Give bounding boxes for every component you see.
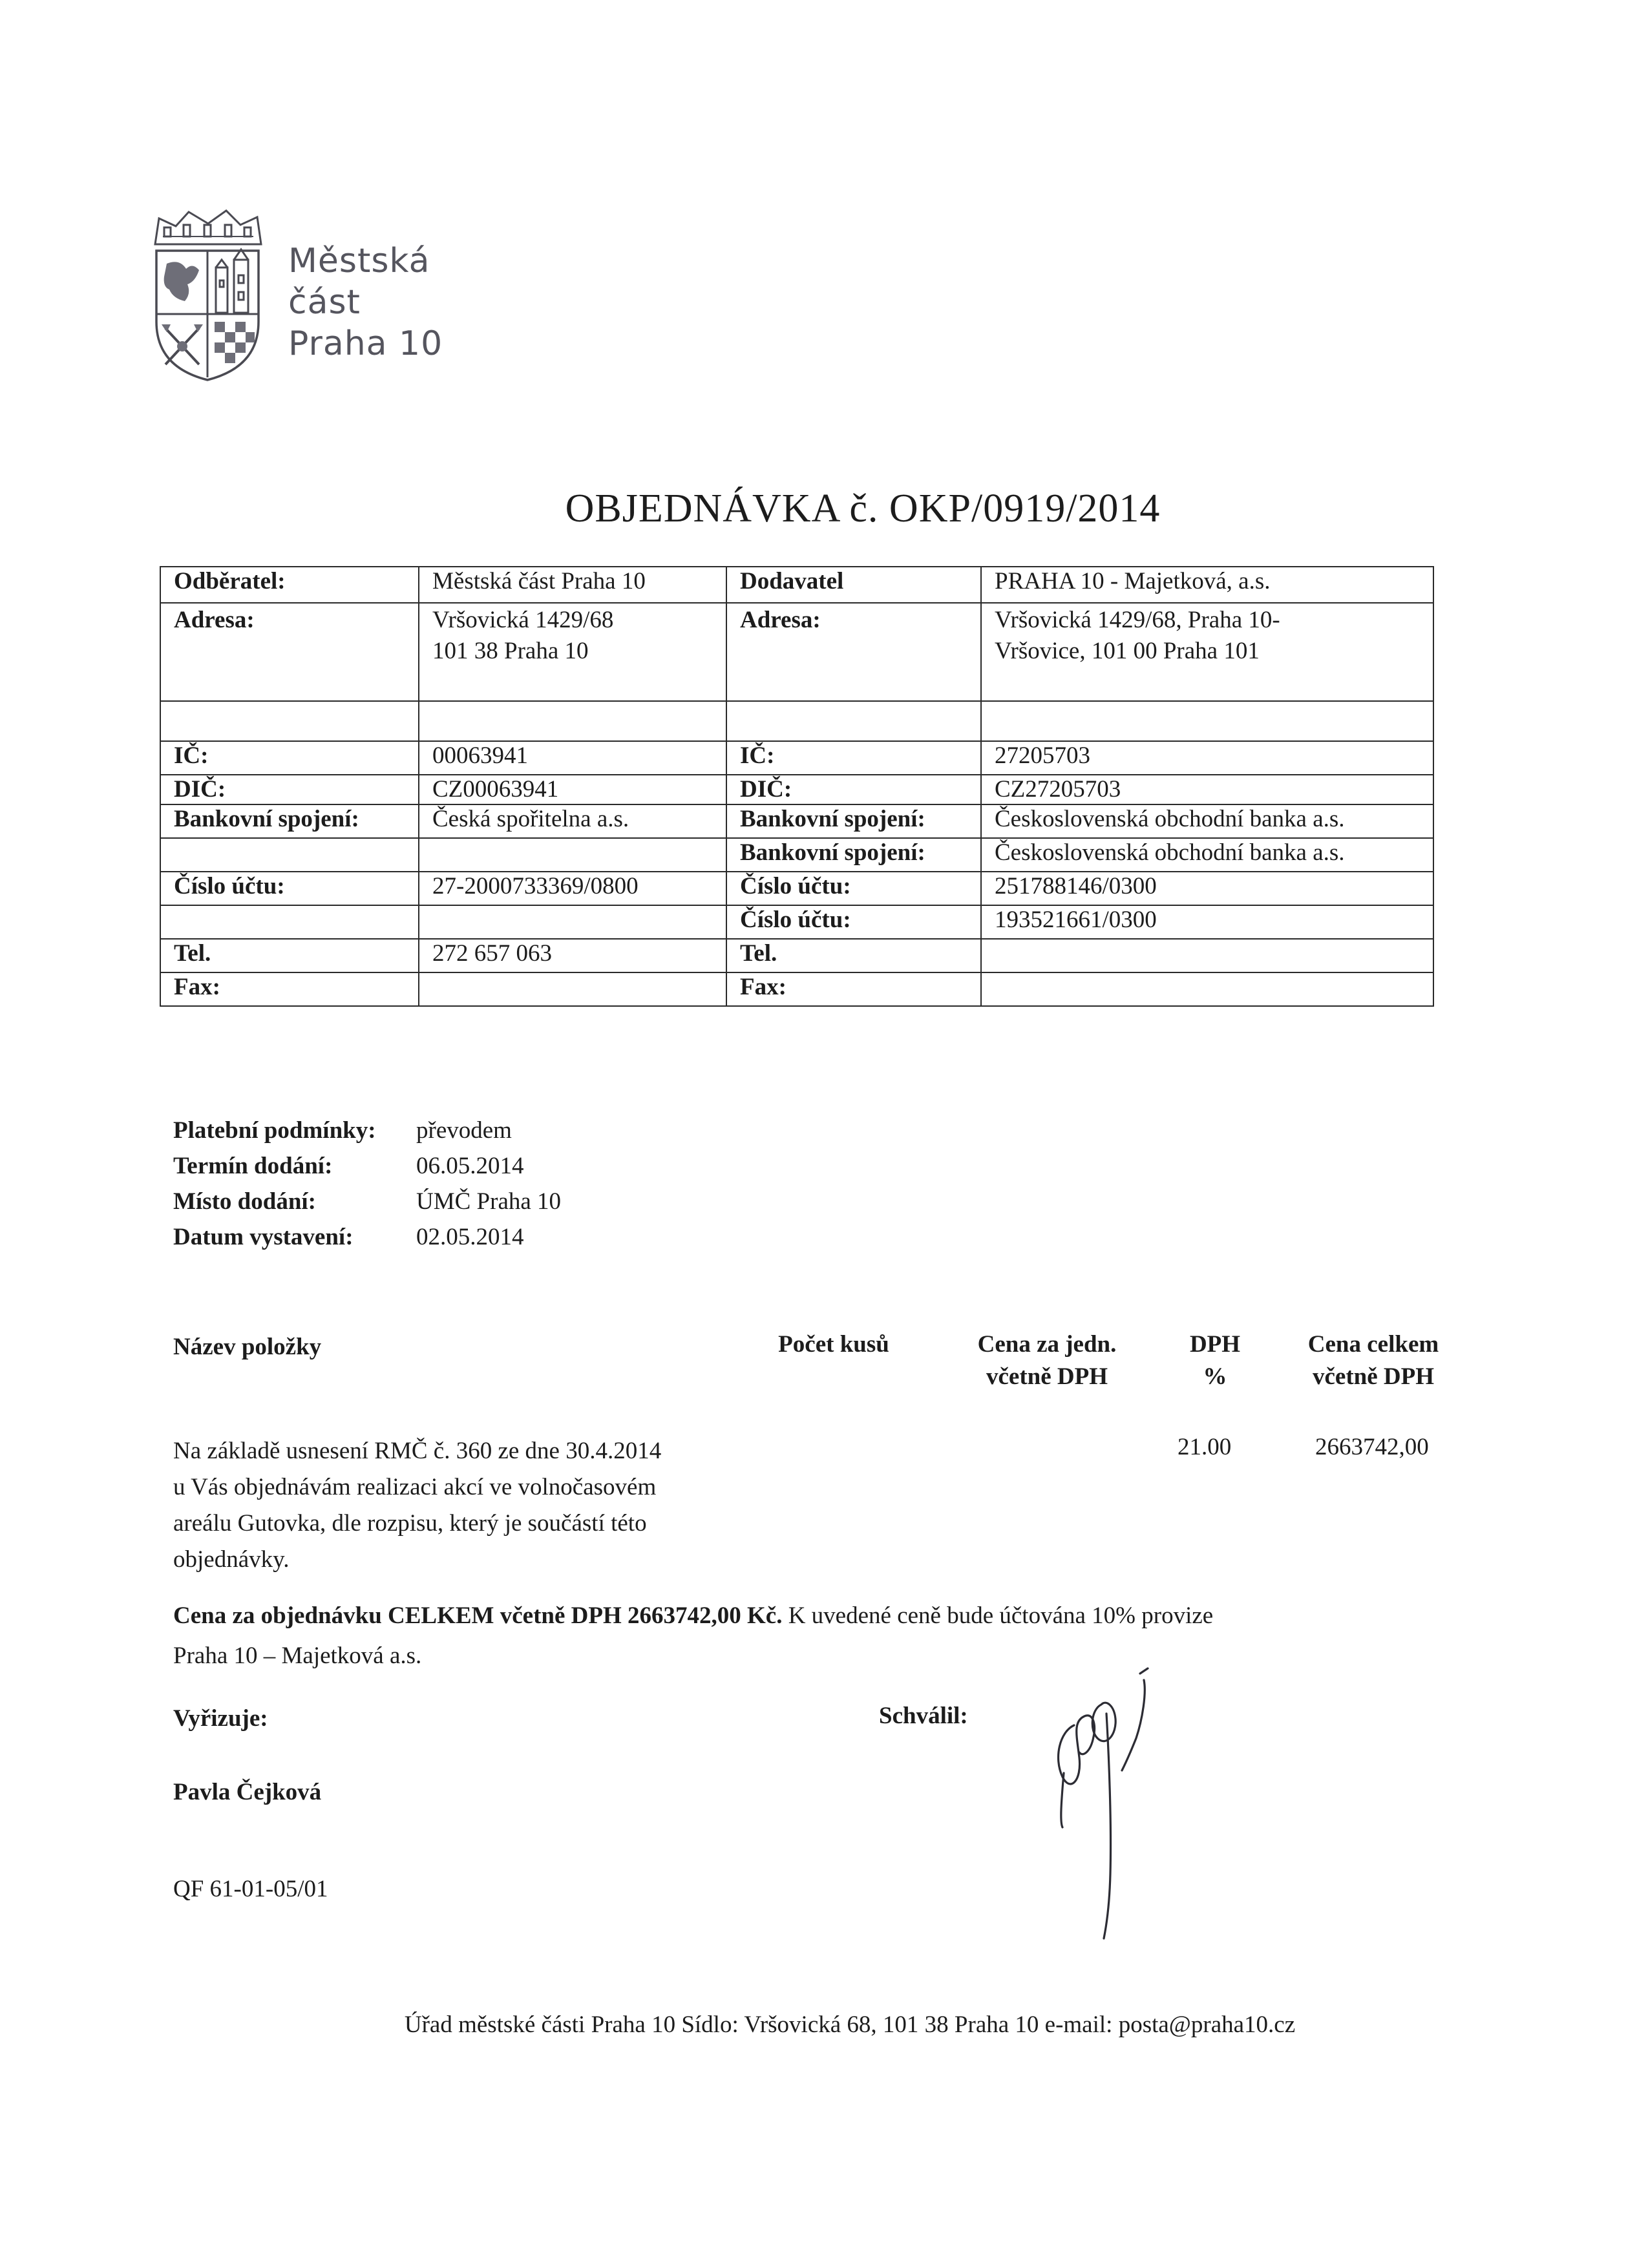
- adresa-dodavatel-line2: Vršovice, 101 00 Praha 101: [995, 638, 1260, 664]
- terms-row-issue-date: [173, 1219, 561, 1255]
- empty-cell: [160, 701, 419, 741]
- empty-cell: [981, 701, 1433, 741]
- order-total-line1: [173, 1596, 1213, 1636]
- ucet-dodavatel: 251788146/0300: [981, 872, 1433, 905]
- delivery-date-value: 06.05.2014: [416, 1153, 524, 1179]
- office-footer: Úřad městské části Praha 10 Sídlo: Vršovická 68, 101 38 Praha 10 e-mail: posta@praha10.cz: [404, 2011, 1296, 2038]
- quantity-header: Počet kusů: [778, 1331, 889, 1358]
- ic-label-odberatel: IČ:: [160, 741, 419, 775]
- vat-header-line1: DPH: [1189, 1331, 1241, 1358]
- order-total-bold: Cena za objednávku CELKEM včetně DPH 2663742,00 Kč.: [173, 1602, 783, 1629]
- empty-cell: [726, 701, 981, 741]
- item-description-line3: areálu Gutovka, dle rozpisu, který je součástí této: [173, 1510, 647, 1537]
- terms-row-delivery-place: [173, 1184, 561, 1219]
- ucet-label-odberatel: Číslo účtu:: [160, 872, 419, 905]
- dic-dodavatel: CZ27205703: [981, 775, 1433, 804]
- ic-label-dodavatel: IČ:: [726, 741, 981, 775]
- bank-label-dodavatel: Bankovní spojení:: [726, 804, 981, 838]
- form-code: QF 61-01-05/01: [173, 1876, 328, 1902]
- terms-row-payment: [173, 1113, 561, 1148]
- adresa-odberatel-line1: Vršovická 1429/68: [432, 607, 614, 633]
- fax-odberatel: [419, 972, 726, 1006]
- adresa-label-odberatel: Adresa:: [160, 603, 419, 701]
- table-row: [160, 701, 1433, 741]
- table-row: [160, 775, 1433, 804]
- delivery-place-label: Místo dodání:: [173, 1188, 317, 1215]
- unit-price-header-line1: Cena za jedn.: [977, 1331, 1117, 1358]
- fax-dodavatel: [981, 972, 1433, 1006]
- party-details-table: [160, 566, 1434, 1007]
- empty-cell: [419, 838, 726, 872]
- table-row: [160, 838, 1433, 872]
- adresa-dodavatel: [981, 603, 1433, 701]
- order-total-line2: Praha 10 – Majetková a.s.: [173, 1643, 422, 1669]
- empty-cell: [419, 701, 726, 741]
- item-vat-value: 21.00: [1178, 1434, 1232, 1460]
- municipal-crest-logo: [150, 205, 265, 385]
- logo-line-3: Praha 10: [288, 324, 443, 363]
- unit-price-header: [944, 1328, 1150, 1393]
- bank-label-odberatel: Bankovní spojení:: [160, 804, 419, 838]
- handwritten-signature: [1034, 1654, 1183, 1951]
- payment-terms-value: převodem: [416, 1117, 512, 1144]
- order-terms: [173, 1113, 561, 1255]
- order-total-note: K uvedené ceně bude účtována 10% provize: [782, 1602, 1214, 1629]
- payment-terms-label: Platební podmínky:: [173, 1117, 376, 1144]
- adresa-label-dodavatel: Adresa:: [726, 603, 981, 701]
- ucet-label-dodavatel-2: Číslo účtu:: [726, 905, 981, 939]
- adresa-odberatel-line2: 101 38 Praha 10: [432, 638, 589, 664]
- odberatel-label: Odběratel:: [160, 567, 419, 603]
- bank-dodavatel-2: Československá obchodní banka a.s.: [981, 838, 1433, 872]
- empty-cell: [419, 905, 726, 939]
- approved-by-label: Schválil:: [879, 1703, 968, 1729]
- dic-label-odberatel: DIČ:: [160, 775, 419, 804]
- total-price-header-line1: Cena celkem: [1307, 1331, 1439, 1358]
- fax-label-dodavatel: Fax:: [726, 972, 981, 1006]
- table-row: [160, 939, 1433, 972]
- tel-dodavatel: [981, 939, 1433, 972]
- adresa-dodavatel-line1: Vršovická 1429/68, Praha 10-: [995, 607, 1280, 633]
- adresa-odberatel: [419, 603, 726, 701]
- vat-header: [1150, 1328, 1280, 1393]
- total-price-header-line2: včetně DPH: [1312, 1363, 1435, 1390]
- tel-label-odberatel: Tel.: [160, 939, 419, 972]
- unit-price-header-line2: včetně DPH: [986, 1363, 1108, 1390]
- odberatel-value: Městská část Praha 10: [419, 567, 726, 603]
- table-row: [160, 905, 1433, 939]
- handled-by-name: Pavla Čejková: [173, 1779, 322, 1805]
- table-row: [160, 741, 1433, 775]
- logo-line-1: Městská: [288, 242, 430, 280]
- table-row: [160, 804, 1433, 838]
- table-row: [160, 567, 1433, 603]
- item-description: [173, 1433, 661, 1578]
- delivery-place-value: ÚMČ Praha 10: [416, 1188, 562, 1215]
- ucet-dodavatel-2: 193521661/0300: [981, 905, 1433, 939]
- vat-header-line2: %: [1203, 1363, 1227, 1390]
- terms-row-delivery-date: [173, 1148, 561, 1184]
- bank-dodavatel: Československá obchodní banka a.s.: [981, 804, 1433, 838]
- dodavatel-value: PRAHA 10 - Majetková, a.s.: [981, 567, 1433, 603]
- tel-odberatel: 272 657 063: [419, 939, 726, 972]
- ucet-odberatel: 27-2000733369/0800: [419, 872, 726, 905]
- dic-label-dodavatel: DIČ:: [726, 775, 981, 804]
- table-row: [160, 603, 1433, 701]
- table-row: [160, 872, 1433, 905]
- item-description-line1: Na základě usnesení RMČ č. 360 ze dne 30.4.2014: [173, 1438, 662, 1464]
- handled-by-label: Vyřizuje:: [173, 1705, 268, 1732]
- item-total-value: 2663742,00: [1315, 1434, 1429, 1460]
- bank-odberatel: Česká spořitelna a.s.: [419, 804, 726, 838]
- ucet-label-dodavatel: Číslo účtu:: [726, 872, 981, 905]
- table-row: [160, 972, 1433, 1006]
- fax-label-odberatel: Fax:: [160, 972, 419, 1006]
- item-description-line4: objednávky.: [173, 1546, 290, 1573]
- dic-odberatel: CZ00063941: [419, 775, 726, 804]
- dodavatel-label: Dodavatel: [726, 567, 981, 603]
- empty-cell: [160, 838, 419, 872]
- empty-cell: [160, 905, 419, 939]
- item-name-header: Název položky: [173, 1334, 322, 1360]
- logo-line-2: část: [288, 283, 361, 322]
- tel-label-dodavatel: Tel.: [726, 939, 981, 972]
- item-description-line2: u Vás objednávám realizaci akcí ve volnočasovém: [173, 1474, 657, 1500]
- issue-date-label: Datum vystavení:: [173, 1224, 354, 1250]
- issue-date-value: 02.05.2014: [416, 1224, 524, 1250]
- logo-wordmark: [288, 240, 443, 364]
- bank-label-dodavatel-2: Bankovní spojení:: [726, 838, 981, 872]
- total-price-header: [1286, 1328, 1461, 1393]
- ic-odberatel: 00063941: [419, 741, 726, 775]
- ic-dodavatel: 27205703: [981, 741, 1433, 775]
- document-title: OBJEDNÁVKA č. OKP/0919/2014: [565, 487, 1161, 530]
- delivery-date-label: Termín dodání:: [173, 1153, 333, 1179]
